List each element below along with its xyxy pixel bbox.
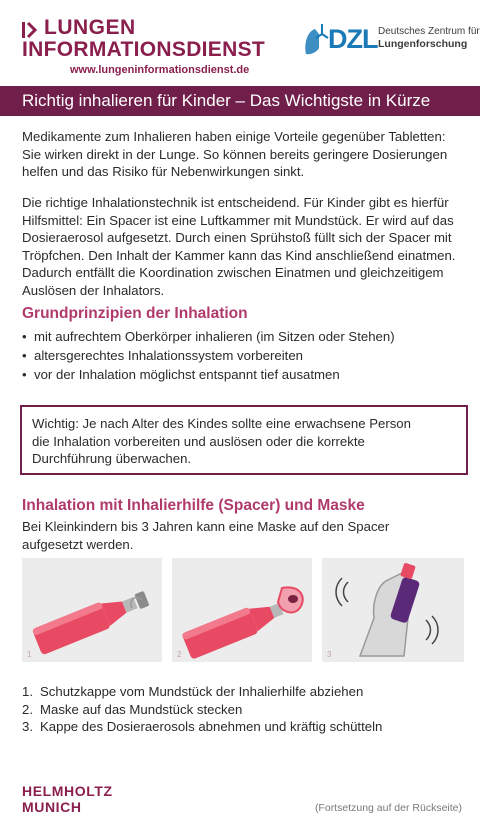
helmholtz-logo-line2: MUNICH: [22, 799, 82, 815]
continuation-note: (Fortsetzung auf der Rückseite): [314, 802, 462, 814]
list-item: • altersgerechtes Inhalationssystem vorbereiten: [22, 346, 462, 365]
list-item: • vor der Inhalation möglichst entspannt tief ausatmen: [22, 365, 462, 384]
image-number: 3: [327, 650, 332, 659]
warning-text: Wichtig: Je nach Alter des Kindes sollte eine erwachsene Person die Inhalation vorbereiten und auslösen oder die korrekte Durchführung überwachen.: [32, 416, 411, 466]
step-number: 1.: [22, 684, 33, 699]
dzl-name-line2: Lungenforschung: [378, 38, 468, 50]
step-number: 3.: [22, 719, 33, 734]
list-item: • mit aufrechtem Oberkörper inhalieren (im Sitzen oder Stehen): [22, 327, 462, 346]
warning-box: [20, 405, 468, 475]
page-title: Richtig inhalieren für Kinder – Das Wichtigste in Kürze: [22, 91, 431, 110]
intro-paragraph-1: Medikamente zum Inhalieren haben einige Vorteile gegenüber Tabletten: Sie wirken direkt in der Lunge. So können bereits geringere Dosierungen helfen und das Risiko für Nebenwirkungen sinkt.: [22, 129, 448, 179]
hand-shaking-illustration: [322, 558, 464, 662]
list-item: [22, 718, 442, 736]
logo-arrow-icon: [22, 21, 38, 39]
step-number: 2.: [22, 701, 33, 717]
title-bar: [0, 86, 480, 116]
intro-paragraph-2: Die richtige Inhalationstechnik ist entscheidend. Für Kinder gibt es hierfür Hilfsmittel: Ein Spacer ist eine Luftkammer mit Mundstück. Er wird auf das Dosieraerosol aufgesetzt. Durch einen Sprühstoß füllt sich der Spacer mit Tröpfchen. Den Inhalt der Kammer kann das Kind anschließend einatmen. Dadurch entfällt die Koordination zwischen Einatmen und gleichzeitigem Auslösen der Inhalators.: [22, 195, 456, 298]
header: [0, 0, 480, 84]
principles-list: [22, 327, 462, 384]
illustration-attach-mask: [172, 558, 312, 662]
image-number: 1: [27, 650, 32, 659]
step-text: Maske auf das Mundstück stecken: [40, 701, 243, 717]
spacer-intro: Bei Kleinkindern bis 3 Jahren kann eine Maske auf den Spacer aufgesetzt werden.: [22, 519, 390, 552]
steps-list: [22, 683, 442, 736]
dzl-abbreviation: DZL: [328, 24, 378, 54]
image-number: 2: [177, 650, 182, 659]
dzl-logo: [302, 20, 480, 60]
spacer-heading: Inhalation mit Inhalierhilfe (Spacer) und Maske: [22, 497, 365, 514]
helmholtz-logo-line1: HELMHOLTZ: [22, 783, 113, 799]
logo-url[interactable]: www.lungeninformationsdienst.de: [70, 64, 250, 76]
step-text: Schutzkappe vom Mundstück der Inhalierhilfe abziehen: [40, 684, 364, 699]
principles-heading: Grundprinzipien der Inhalation: [22, 305, 248, 322]
logo-text-line1: LUNGEN: [44, 16, 136, 39]
dzl-name-line1: Deutsches Zentrum für: [378, 26, 480, 37]
spacer-mask-illustration: [172, 558, 312, 662]
illustration-remove-cap: [22, 558, 162, 662]
illustration-shake-inhaler: [322, 558, 464, 662]
logo-text-line2: INFORMATIONSDIENST: [22, 38, 266, 61]
list-item: [22, 683, 442, 701]
list-item: [22, 701, 442, 719]
step-text: Kappe des Dosieraerosols abnehmen und kräftig schütteln: [40, 719, 383, 734]
helmholtz-munich-logo: [22, 783, 113, 815]
spacer-cap-illustration: [22, 558, 162, 662]
